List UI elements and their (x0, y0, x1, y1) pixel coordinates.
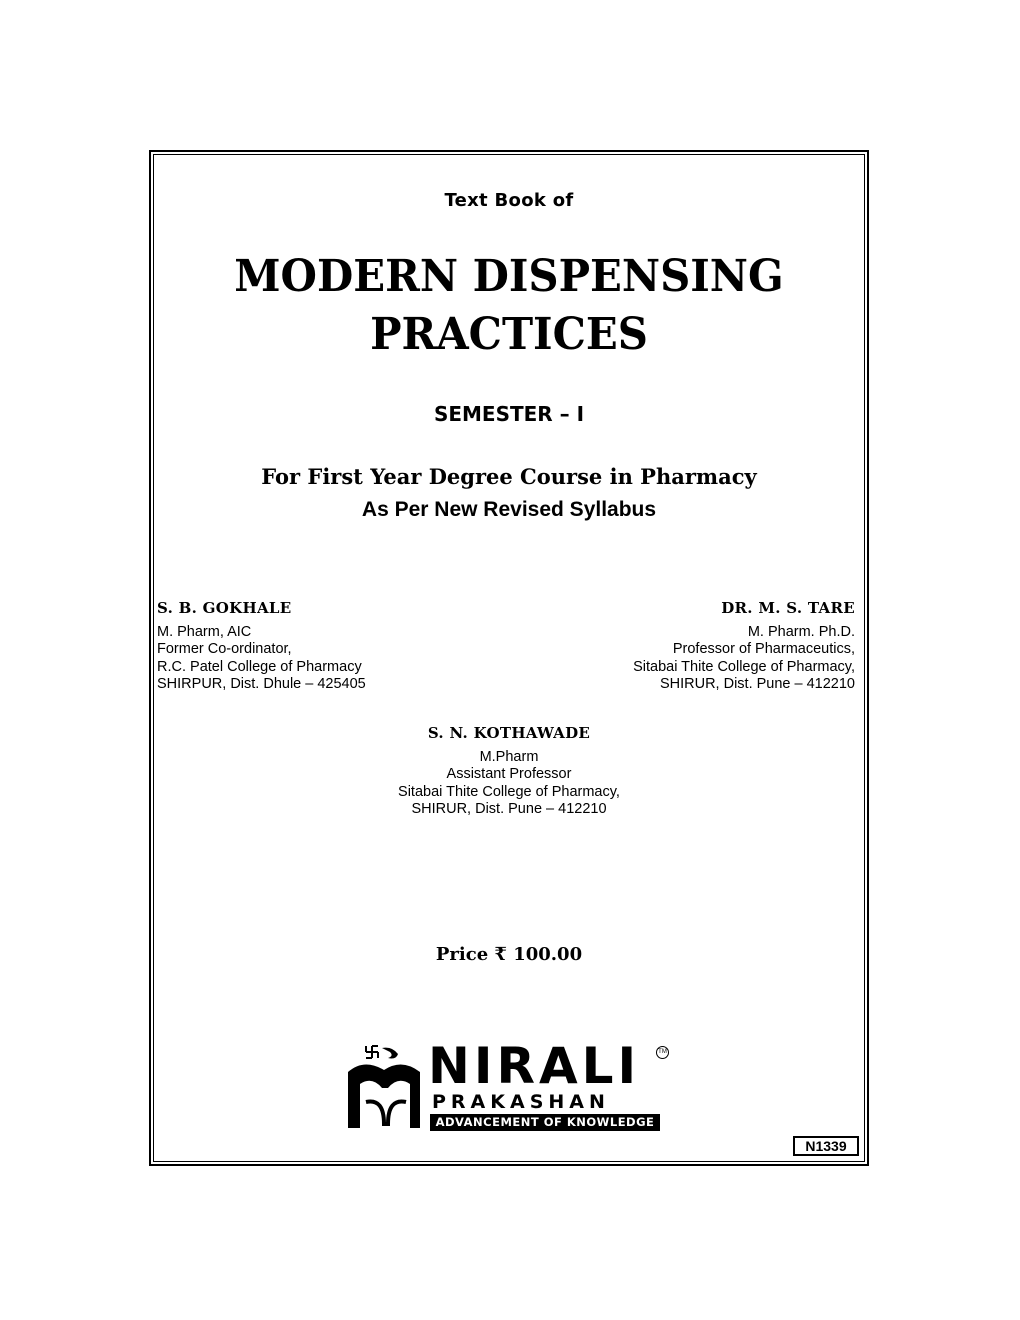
book-code-badge: N1339 (793, 1136, 859, 1156)
open-book-swastika-logo-icon (346, 1042, 426, 1132)
author-credential: M. Pharm. Ph.D. (747, 623, 855, 640)
publisher-name: NIRALI (428, 1037, 641, 1095)
publisher-logo (346, 1037, 676, 1132)
author-position: Professor of Pharmaceutics, (672, 641, 855, 657)
title-line-1: MODERN DISPENSING (234, 251, 784, 302)
author-position: Assistant Professor (446, 766, 572, 782)
author-address: SHIRUR, Dist. Pune – 412210 (659, 676, 855, 692)
author-institution: Sitabai Thite College of Pharmacy, (633, 658, 855, 675)
author-address: SHIRPUR, Dist. Dhule – 425405 (157, 676, 366, 692)
syllabus-line: As Per New Revised Syllabus (361, 498, 657, 521)
author-gokhale (157, 600, 366, 694)
author-name: S. N. KOTHAWADE (427, 724, 591, 742)
author-institution: Sitabai Thite College of Pharmacy, (398, 783, 620, 800)
book-title (169, 248, 849, 364)
semester-label: SEMESTER – I (433, 402, 585, 426)
cover-frame (149, 150, 869, 1166)
author-name: S. B. GOKHALE (157, 599, 292, 617)
author-address: SHIRUR, Dist. Pune – 412210 (411, 801, 607, 817)
publisher-tagline: ADVANCEMENT OF KNOWLEDGE (430, 1114, 660, 1131)
audience-line: For First Year Degree Course in Pharmacy (261, 464, 757, 489)
trademark-symbol: TM (656, 1046, 669, 1059)
author-tare (633, 600, 855, 694)
book-kicker: Text Book of (444, 190, 574, 211)
author-kothawade (151, 725, 867, 819)
author-position: Former Co-ordinator, (157, 641, 292, 657)
price-label: Price ₹ 100.00 (435, 944, 583, 965)
author-credential: M. Pharm, AIC (157, 623, 252, 640)
title-line-2: PRACTICES (370, 309, 648, 360)
author-name: DR. M. S. TARE (721, 599, 855, 617)
author-institution: R.C. Patel College of Pharmacy (157, 658, 362, 675)
author-credential: M.Pharm (479, 748, 539, 765)
publisher-subname: PRAKASHAN (432, 1091, 610, 1113)
